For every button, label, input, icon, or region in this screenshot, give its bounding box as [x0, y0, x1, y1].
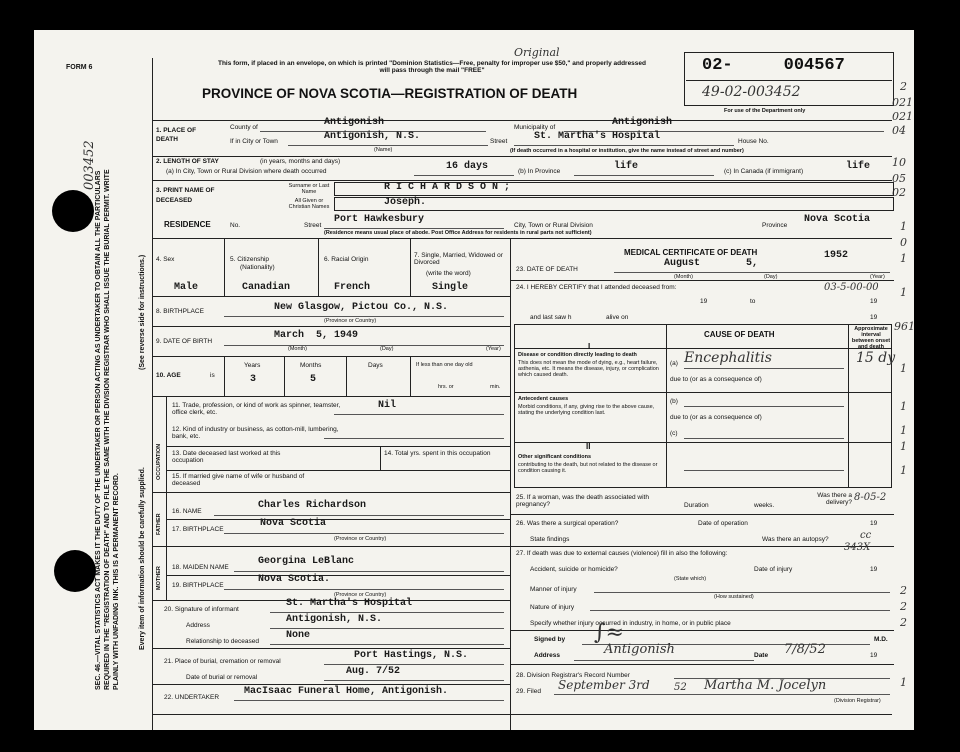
autopsy-label: Was there an autopsy?	[762, 536, 829, 543]
right-margin-code-1: 2	[900, 80, 907, 93]
form-title: PROVINCE OF NOVA SCOTIA—REGISTRATION OF DEATH	[202, 86, 578, 101]
margin-handwriting: 003452	[82, 140, 97, 190]
cause-of-death-title: CAUSE OF DEATH	[704, 330, 775, 339]
total-years-label: 14. Total yrs. spent in this occupation	[384, 450, 491, 457]
mother-maiden-value: Georgina LeBlanc	[258, 556, 355, 567]
death-registration-form	[34, 30, 914, 730]
filed-year-handwritten: 52	[674, 682, 687, 693]
burial-date-value: Aug. 7/52	[346, 666, 401, 677]
right-margin-code-20: 2	[900, 616, 907, 629]
side-instructions: SEC. 46.—VITAL STATISTICS ACT MAKES IT THE DUTY OF THE UNDERTAKER OR PERSON ACTING AS UNDERTAKER TO OBTAIN ALL THE PARTICULARS REQUIRED IN THE "REGISTRATION OF DEATH" AND TO FILE THE SAME WITH THE DIVISION REGISTRAR WHO SHALL ISSUE THE BURIAL PERMIT. WRITE PLAINLY WITH UNFADING INK. THIS IS A PERMANENT RECORD.	[95, 169, 120, 690]
q25-duration-label: Duration	[684, 502, 709, 509]
county-label: County of	[230, 124, 258, 131]
residence-province-label: Province	[762, 222, 788, 229]
cause-a-label: (a)	[670, 360, 678, 367]
right-margin-code-21: 1	[900, 676, 907, 689]
citizenship-label: 5. Citizenship	[230, 256, 270, 263]
certify-label: 24. I HEREBY CERTIFY that I attended deceased from:	[516, 284, 677, 291]
q27-hand-code: 343X	[844, 542, 871, 553]
right-margin-code-14: 1	[900, 400, 907, 413]
injury-19: 19	[870, 566, 878, 573]
burial-place-label: 21. Place of burial, cremation or removal	[164, 658, 281, 665]
county-value: Antigonish	[324, 117, 385, 128]
residence-province-value: Nova Scotia	[804, 214, 871, 225]
house-no-label: House No.	[738, 138, 769, 145]
father-birthplace-value: Nova Scotia	[260, 518, 327, 529]
right-margin-code-13: 1	[900, 362, 907, 375]
relationship-label: Relationship to deceased	[186, 638, 259, 645]
stay-a-label: (a) In City, Town or Rural Division where death occurred	[166, 168, 327, 175]
occupation-side-label: OCCUPATION	[156, 443, 162, 480]
birthplace-sublabel: (Province or Country)	[324, 318, 377, 324]
roman-one: I	[588, 342, 591, 351]
age-is-label: is	[210, 372, 215, 379]
father-birthplace-label: 17. BIRTHPLACE	[172, 526, 224, 533]
side-instruction-supplied: Every item of information should be carefully supplied.	[139, 467, 146, 650]
death-year-label: (Year)	[870, 274, 885, 280]
q27-label: 27. If death was due to external causes (violence) fill in also the following:	[516, 550, 728, 557]
right-margin-code-19: 2	[900, 600, 907, 613]
length-of-stay-sublabel: (in years, months and days)	[260, 158, 341, 165]
right-margin-code-7: 02	[892, 186, 906, 199]
right-margin-code-4: 04	[892, 124, 906, 137]
certify-19-b: 19	[870, 298, 878, 305]
form-number: FORM 6	[66, 64, 93, 71]
cause-b-label: (b)	[670, 398, 678, 405]
burial-date-label: Date of burial or removal	[186, 674, 258, 681]
roman-two: II	[586, 442, 591, 451]
right-margin-code-11: 1	[900, 286, 907, 299]
length-of-stay-label: 2. LENGTH OF STAY	[156, 158, 219, 165]
right-margin-code-9: 0	[900, 236, 907, 249]
q25-label: 25. If a woman, was the death associated with pregnancy?	[516, 494, 649, 508]
sex-label: 4. Sex	[156, 256, 175, 263]
signed-by-label: Signed by	[534, 636, 566, 643]
citizenship-value: Canadian	[242, 282, 291, 293]
stay-c-label: (c) In Canada (if immigrant)	[724, 168, 804, 175]
cert-date-handwritten: 7/8/52	[784, 642, 826, 657]
physician-address-handwritten: Antigonish	[604, 642, 675, 657]
other-conditions-label: Other significant conditions	[518, 454, 592, 460]
trade-label: 11. Trade, profession, or kind of work as spinner, teamster, office clerk, etc.	[172, 402, 341, 416]
injury-date-label: Date of injury	[754, 566, 793, 573]
stay-b-label: (b) In Province	[518, 168, 561, 175]
dob-month-label: (Month)	[288, 346, 307, 352]
right-margin-code-16: 1	[900, 440, 907, 453]
disease-note: This does not mean the mode of dying, e.g., heart failure, asthenia, etc. It means the disease, injury, or complication which caused death.	[518, 360, 659, 378]
residence-no-label: No.	[230, 222, 241, 229]
mother-maiden-label: 18. MAIDEN NAME	[172, 564, 229, 571]
cause-c-label: (c)	[670, 430, 678, 437]
age-hrs-label: hrs. or	[438, 384, 454, 390]
certify-19-a: 19	[700, 298, 708, 305]
surname-value: RICHARDSON;	[384, 182, 517, 193]
death-day-label: (Day)	[764, 274, 778, 280]
stay-a-value: 16 days	[446, 161, 489, 172]
citizenship-sublabel: (Nationality)	[240, 264, 275, 271]
city-label: If in City or Town	[230, 138, 278, 145]
city-value: Antigonish, N.S.	[324, 131, 421, 142]
mother-birthplace-sublabel: (Province or Country)	[334, 592, 387, 598]
father-name-value: Charles Richardson	[258, 500, 367, 511]
address-label: Address	[534, 652, 561, 659]
industry-label: 12. Kind of industry or business, as cotton-mill, lumbering, bank, etc.	[172, 426, 339, 440]
right-margin-code-2: 021	[892, 96, 913, 109]
dob-day-label: (Day)	[380, 346, 394, 352]
operation-date-label: Date of operation	[698, 520, 748, 527]
q29-label: 29. Filed	[516, 688, 541, 695]
racial-origin-label: 6. Racial Origin	[324, 256, 369, 263]
right-margin-code-10: 1	[900, 252, 907, 265]
right-margin-code-17: 1	[900, 464, 907, 477]
alive-on-label: alive on	[606, 314, 629, 321]
street-value: St. Martha's Hospital	[534, 131, 661, 142]
manner-label: Manner of injury	[530, 586, 577, 593]
right-margin-code-8: 1	[900, 220, 907, 233]
residence-street-label: Street	[304, 222, 322, 229]
cause-a-handwritten: Encephalitis	[684, 350, 772, 366]
alive-19: 19	[870, 314, 878, 321]
residence-city-label: City, Town or Rural Division	[514, 222, 593, 229]
trade-value: Nil	[378, 400, 397, 411]
state-findings-label: State findings	[530, 536, 570, 543]
death-month-value: August	[664, 258, 701, 269]
antecedent-note: Morbid conditions, if any, giving rise to the above cause, stating the underlying condition last.	[518, 404, 655, 416]
right-margin-code-18: 2	[900, 584, 907, 597]
sex-value: Male	[174, 282, 199, 293]
death-year-value: 1952	[824, 250, 849, 261]
age-min-label: min.	[490, 384, 501, 390]
due-to-b: due to (or as a consequence of)	[670, 414, 762, 421]
mother-birthplace-label: 19. BIRTHPLACE	[172, 582, 224, 589]
age-years-value: 3	[250, 374, 257, 385]
last-worked-label: 13. Date deceased last worked at this occupation	[172, 450, 281, 464]
q25-delivery-label: Was there a delivery?	[817, 492, 852, 506]
dob-year-label: (Year)	[486, 346, 501, 352]
dept-use-label: For use of the Department only	[724, 108, 806, 114]
given-name-label: All Given or Christian Names	[288, 198, 330, 210]
cert-date-label: Date	[754, 652, 769, 659]
undertaker-label: 22. UNDERTAKER	[164, 694, 220, 701]
interval-label: Approximate interval between onset and death	[851, 326, 891, 350]
given-name-value: Joseph.	[384, 197, 427, 208]
right-margin-code-5: 10	[892, 156, 906, 169]
mother-birthplace-value: Nova Scotia.	[258, 574, 331, 585]
nature-label: Nature of injury	[530, 604, 575, 611]
physician-signature: ∫≈	[594, 620, 624, 645]
death-month-label: (Month)	[674, 274, 693, 280]
father-name-label: 16. NAME	[172, 508, 202, 515]
due-to-a: due to (or as a consequence of)	[670, 376, 762, 383]
filed-date-handwritten: September 3rd	[558, 678, 650, 692]
father-birthplace-sublabel: (Province or Country)	[334, 536, 387, 542]
informant-address-label: Address	[186, 622, 210, 629]
stay-b-value: life	[614, 161, 639, 172]
burial-place-value: Port Hastings, N.S.	[354, 650, 469, 661]
racial-origin-value: French	[334, 282, 371, 293]
age-less-day-label: If less than one day old	[416, 362, 473, 368]
punch-hole-bottom	[54, 550, 96, 592]
residence-street-value: Port Hawkesbury	[334, 214, 425, 225]
medical-certificate-title: MEDICAL CERTIFICATE OF DEATH	[624, 248, 758, 257]
side-instruction-reverse: (See reverse side for instructions.)	[139, 254, 146, 370]
spouse-label: 15. If married give name of wife or husband of deceased	[172, 473, 305, 487]
specify-label: Specify whether injury occurred in industry, in home, or in public place	[530, 620, 731, 627]
relationship-value: None	[286, 630, 311, 641]
antecedent-label: Antecedent causes	[518, 396, 569, 402]
disease-label: Disease or condition directly leading to death	[518, 352, 637, 358]
q25-handwritten: 8-05-2	[854, 492, 887, 503]
q25-weeks-label: weeks.	[754, 502, 775, 509]
age-months-value: 5	[310, 374, 317, 385]
right-margin-code-15: 1	[900, 424, 907, 437]
informant-signature-label: 20. Signature of informant	[164, 606, 239, 613]
street-label: Street	[490, 138, 508, 145]
dob-label: 9. DATE OF BIRTH	[156, 338, 213, 345]
other-conditions-note: contributing to the death, but not related to the disease or condition causing it.	[518, 462, 658, 474]
cert-19: 19	[870, 652, 878, 659]
accident-label: Accident, suicide or homicide?	[530, 566, 618, 573]
place-note: (If death occurred in a hospital or institution, give the name instead of street and number)	[510, 148, 744, 154]
state-which-label: (State which)	[674, 576, 707, 582]
marital-value: Single	[432, 282, 469, 293]
registration-number-handwritten: 49-02-003452	[702, 84, 801, 100]
original-hand-note: Original	[514, 46, 560, 59]
death-day-value: 5,	[746, 258, 759, 269]
date-of-death-label: 23. DATE OF DEATH	[516, 266, 578, 273]
place-of-death-label: 1. PLACE OF DEATH	[156, 127, 197, 143]
registration-number: 02- 004567	[702, 56, 845, 75]
dob-value: March 5, 1949	[274, 330, 359, 341]
last-saw-label: and last saw h	[530, 314, 572, 321]
certify-to: to	[750, 298, 756, 305]
registrar-signature: Martha M. Jocelyn	[704, 678, 827, 693]
informant-signature-value: St. Martha's Hospital	[286, 598, 413, 609]
residence-label: RESIDENCE	[164, 220, 211, 229]
marital-sublabel: (write the word)	[426, 270, 471, 277]
mother-side-label: MOTHER	[156, 566, 162, 590]
informant-address-value: Antigonish, N.S.	[286, 614, 383, 625]
right-margin-code-6: 05	[892, 172, 906, 185]
autopsy-handwritten: cc	[860, 530, 872, 541]
right-margin-code-3: 021	[892, 110, 913, 123]
division-registrar-label: (Division Registrar)	[834, 698, 881, 704]
md-label: M.D.	[874, 636, 888, 643]
stay-c-value: life	[846, 161, 871, 172]
q28-label: 28. Division Registrar's Record Number	[516, 672, 630, 679]
how-sustained-label: (How sustained)	[714, 594, 754, 600]
birthplace-value: New Glasgow, Pictou Co., N.S.	[274, 302, 449, 313]
age-months-label: Months	[300, 362, 322, 369]
municipality-label: Municipality of	[514, 124, 556, 131]
marital-label: 7. Single, Married, Widowed or Divorced	[414, 252, 503, 266]
age-days-label: Days	[368, 362, 383, 369]
interval-handwritten: 15 dy	[856, 350, 896, 366]
operation-19: 19	[870, 520, 878, 527]
surname-label: Surname or Last Name	[288, 183, 330, 195]
birthplace-label: 8. BIRTHPLACE	[156, 308, 204, 315]
municipality-value: Antigonish	[612, 117, 673, 128]
right-margin-code-12: 961	[894, 320, 915, 333]
punch-hole-top	[52, 190, 94, 232]
father-side-label: FATHER	[156, 513, 162, 535]
undertaker-value: MacIsaac Funeral Home, Antigonish.	[244, 686, 449, 697]
residence-note: (Residence means usual place of abode. Post Office Address for residents in rural parts not sufficient)	[324, 230, 592, 236]
mail-notice: This form, if placed in an envelope, on which is printed "Dominion Statistics—Free, penalty for improper use $50," and properly addressed will pass through the mail "FREE"	[217, 60, 647, 74]
age-years-label: Years	[244, 362, 261, 369]
city-name-sublabel: (Name)	[374, 147, 393, 153]
age-label: 10. AGE	[156, 372, 181, 379]
q26-label: 26. Was there a surgical operation?	[516, 520, 619, 527]
certify-hand-code: 03-5-00-00	[824, 282, 879, 293]
print-name-label: 3. PRINT NAME OF DECEASED	[156, 187, 215, 204]
